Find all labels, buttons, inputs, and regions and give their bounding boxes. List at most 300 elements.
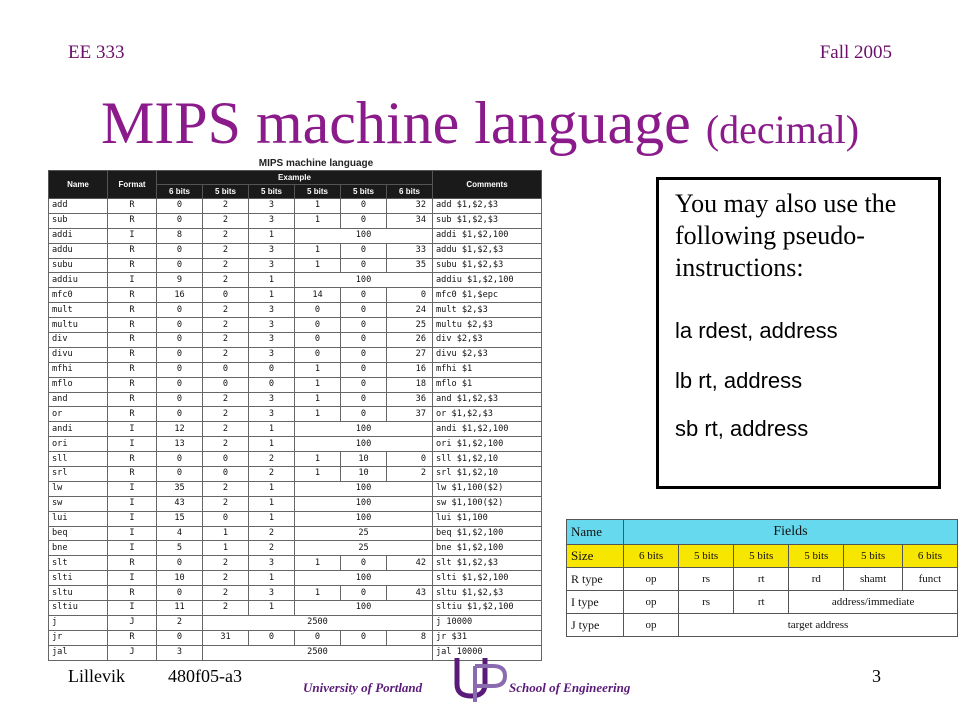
mips-cell: 3 [249,333,295,348]
course-label: EE 333 [68,42,125,63]
size-cell: 6 bits [624,545,679,568]
mips-row [49,288,542,303]
pseudo-instructions-box [656,177,941,489]
mips-cell: 1 [295,586,341,601]
mips-cell: 43 [157,496,203,511]
mips-cell: 0 [295,630,341,645]
mips-cell: 2 [203,333,249,348]
mips-row [49,496,542,511]
mips-cell: R [108,213,157,228]
mips-cell: 1 [295,392,341,407]
mips-cell: 3 [249,213,295,228]
mips-cell: 14 [295,288,341,303]
mips-cell: add $1,$2,$3 [433,199,542,214]
pseudo-instruction-lb: lb rt, address [675,368,803,393]
mips-cell: R [108,258,157,273]
mips-cell: sub [49,213,108,228]
mips-cell: 2 [203,437,249,452]
itype-field: rs [679,591,734,614]
mips-cell: 31 [203,630,249,645]
mips-cell: R [108,467,157,482]
mips-row [49,541,542,556]
mips-cell: 0 [157,452,203,467]
footer-file-id: 480f05-a3 [168,666,242,686]
mips-cell: 0 [203,362,249,377]
rtype-label: R type [567,568,624,591]
mips-cell: 2 [203,496,249,511]
mips-cell: 3 [249,556,295,571]
mips-cell: 0 [387,288,433,303]
mips-cell: 1 [249,228,295,243]
mips-cell: 25 [295,541,433,556]
mips-cell: 1 [249,422,295,437]
mips-cell: R [108,303,157,318]
bits-header: 5 bits [203,185,249,199]
mips-row [49,467,542,482]
size-cell: 5 bits [734,545,789,568]
mips-cell: 2 [203,601,249,616]
mips-cell: 34 [387,213,433,228]
mips-cell: 27 [387,347,433,362]
mips-cell: 0 [341,303,387,318]
mips-row [49,318,542,333]
mips-cell: 3 [249,243,295,258]
mips-cell: 35 [157,481,203,496]
size-cell: 5 bits [679,545,734,568]
mips-cell: 0 [157,362,203,377]
mips-cell: 100 [295,571,433,586]
mips-row [49,407,542,422]
mips-cell: addu $1,$2,$3 [433,243,542,258]
mips-cell: 0 [295,303,341,318]
mips-cell: beq [49,526,108,541]
mips-cell: lw $1,100($2) [433,481,542,496]
mips-cell: sll $1,$2,10 [433,452,542,467]
fields-header-row [567,520,958,545]
bits-header: 6 bits [157,185,203,199]
mips-row [49,452,542,467]
mips-cell: 0 [249,630,295,645]
mips-cell: 1 [249,601,295,616]
mips-cell: 0 [157,392,203,407]
itype-field: address/immediate [789,591,958,614]
mips-cell: 1 [203,526,249,541]
mips-row [49,377,542,392]
mips-cell: 2 [249,452,295,467]
slide-title [0,86,960,167]
size-cell: 5 bits [789,545,844,568]
rtype-field: rs [679,568,734,591]
mips-cell: 1 [295,377,341,392]
mips-cell: 36 [387,392,433,407]
mips-cell: 1 [295,452,341,467]
mips-cell: 1 [203,541,249,556]
mips-row [49,273,542,288]
mips-cell: sltu [49,586,108,601]
rtype-field: rd [789,568,844,591]
mips-cell: addi [49,228,108,243]
mips-table [48,170,542,661]
mips-cell: 1 [295,467,341,482]
mips-cell: srl $1,$2,10 [433,467,542,482]
up-monogram-icon [451,654,509,704]
mips-cell: 32 [387,199,433,214]
mips-cell: sltu $1,$2,$3 [433,586,542,601]
mips-row [49,347,542,362]
mips-cell: 43 [387,586,433,601]
mips-cell: 0 [157,556,203,571]
mips-cell: 2 [203,422,249,437]
mips-cell: 2 [249,467,295,482]
mips-cell: slt $1,$2,$3 [433,556,542,571]
mips-cell: 10 [157,571,203,586]
mips-cell: add [49,199,108,214]
mips-cell: addiu [49,273,108,288]
mips-cell: 2 [203,213,249,228]
bits-header: 5 bits [249,185,295,199]
mips-cell: 0 [341,347,387,362]
mips-cell: 15 [157,511,203,526]
mips-cell: mult $2,$3 [433,303,542,318]
mips-row [49,333,542,348]
mips-row [49,481,542,496]
mips-cell: I [108,437,157,452]
mips-cell: addi $1,$2,100 [433,228,542,243]
mips-cell: 0 [341,258,387,273]
mips-cell: srl [49,467,108,482]
itype-field: op [624,591,679,614]
logo-school-text: School of Engineering [509,680,631,695]
mips-cell: R [108,377,157,392]
mips-cell: I [108,496,157,511]
mips-cell: 2 [203,586,249,601]
mips-cell: 0 [157,243,203,258]
mips-row [49,511,542,526]
mips-row [49,556,542,571]
mips-cell: I [108,571,157,586]
itype-row [567,591,958,614]
mips-cell: R [108,288,157,303]
pseudo-intro: You may also use the following pseudo-instructions: [675,189,897,282]
mips-cell: 0 [341,318,387,333]
mips-cell: div $2,$3 [433,333,542,348]
mips-cell: 2 [203,199,249,214]
mips-cell: 0 [203,288,249,303]
mips-cell: 0 [157,407,203,422]
col-comments-header: Comments [433,171,542,199]
mips-cell: 0 [341,377,387,392]
mips-cell: 0 [341,199,387,214]
mips-cell: R [108,407,157,422]
mips-cell: 2 [203,303,249,318]
mips-cell: sltiu $1,$2,100 [433,601,542,616]
mips-cell: R [108,199,157,214]
size-cell: 6 bits [902,545,957,568]
mips-cell: 1 [249,481,295,496]
mips-cell: I [108,511,157,526]
mips-cell: ori [49,437,108,452]
mips-cell: 2 [203,243,249,258]
mips-cell: beq $1,$2,100 [433,526,542,541]
mips-row [49,601,542,616]
mips-cell: 0 [341,392,387,407]
jtype-label: J type [567,614,624,637]
mips-cell: sw [49,496,108,511]
mips-cell: I [108,601,157,616]
mips-cell: I [108,526,157,541]
mips-cell: 100 [295,437,433,452]
mips-cell: 3 [249,199,295,214]
mips-cell: 0 [203,467,249,482]
mips-cell: lw [49,481,108,496]
mips-cell: 2 [203,571,249,586]
mips-row [49,243,542,258]
pseudo-instruction-sb: sb rt, address [675,416,809,441]
mips-cell: bne $1,$2,100 [433,541,542,556]
mips-cell: 0 [249,377,295,392]
mips-cell: 100 [295,511,433,526]
mips-cell: 42 [387,556,433,571]
mips-cell: 5 [157,541,203,556]
mips-cell: 25 [387,318,433,333]
mips-cell: and $1,$2,$3 [433,392,542,407]
fields-label: Fields [624,520,958,545]
mips-cell: 3 [249,318,295,333]
mips-cell: 0 [203,511,249,526]
mips-cell: 16 [387,362,433,377]
mips-cell: 0 [341,213,387,228]
mips-cell: mfhi $1 [433,362,542,377]
mips-cell: mfc0 [49,288,108,303]
mips-cell: 2 [157,615,203,630]
mips-cell: multu $2,$3 [433,318,542,333]
mips-cell: 2 [203,407,249,422]
fields-name-label: Name [567,520,624,545]
mips-cell: 1 [249,273,295,288]
mips-cell: 0 [157,377,203,392]
mips-cell: divu [49,347,108,362]
mips-cell: bne [49,541,108,556]
mips-cell: lui [49,511,108,526]
mips-cell: 1 [249,571,295,586]
mips-cell: 2 [203,556,249,571]
mips-cell: 0 [157,318,203,333]
mips-cell: 8 [157,228,203,243]
jtype-row [567,614,958,637]
mips-cell: j 10000 [433,615,542,630]
mips-cell: subu $1,$2,$3 [433,258,542,273]
mips-row [49,630,542,645]
mips-cell: 2 [203,273,249,288]
mips-cell: mfc0 $1,$epc [433,288,542,303]
pseudo-instruction-la: la rdest, address [675,318,838,343]
mips-cell: R [108,347,157,362]
rtype-field: rt [734,568,789,591]
bits-header: 5 bits [295,185,341,199]
mips-cell: mfhi [49,362,108,377]
mips-cell: 1 [249,288,295,303]
mips-cell: jal 10000 [433,645,542,660]
mips-row [49,362,542,377]
mips-cell: 0 [157,586,203,601]
mips-cell: 100 [295,481,433,496]
mips-cell: sll [49,452,108,467]
mips-cell: 2 [203,258,249,273]
university-logo [303,654,643,704]
mips-cell: 16 [157,288,203,303]
mips-row [49,615,542,630]
mips-cell: 2 [203,481,249,496]
mips-cell: 0 [341,556,387,571]
mips-cell: mflo [49,377,108,392]
mips-cell: addiu $1,$2,100 [433,273,542,288]
mips-cell: lui $1,100 [433,511,542,526]
mips-cell: or $1,$2,$3 [433,407,542,422]
mips-cell: 0 [157,199,203,214]
mips-cell: j [49,615,108,630]
mips-cell: 0 [157,467,203,482]
rtype-row [567,568,958,591]
mips-cell: 100 [295,496,433,511]
bits-header: 5 bits [341,185,387,199]
mips-cell: 0 [341,586,387,601]
mips-cell: R [108,586,157,601]
mips-cell: 10 [341,452,387,467]
rtype-field: funct [902,568,957,591]
mips-cell: or [49,407,108,422]
mips-row [49,258,542,273]
col-name-header: Name [49,171,108,199]
col-example-header: Example [157,171,433,185]
mips-cell: I [108,541,157,556]
mips-cell: slti [49,571,108,586]
mips-cell: R [108,318,157,333]
mips-row [49,526,542,541]
mips-cell: 1 [249,496,295,511]
mips-row [49,586,542,601]
bits-header: 6 bits [387,185,433,199]
mips-cell: sw $1,100($2) [433,496,542,511]
mips-cell: jr [49,630,108,645]
mips-cell: 100 [295,273,433,288]
mips-row [49,422,542,437]
mips-cell: I [108,481,157,496]
mips-cell: 2 [387,467,433,482]
mips-row [49,437,542,452]
mips-cell: 2 [203,318,249,333]
mips-cell: 0 [295,333,341,348]
mips-row [49,392,542,407]
mips-cell: 2 [249,526,295,541]
mips-cell: jr $31 [433,630,542,645]
mips-cell: 10 [341,467,387,482]
mips-cell: 100 [295,228,433,243]
mips-cell: 0 [341,630,387,645]
rtype-field: op [624,568,679,591]
mips-cell: 0 [157,303,203,318]
mips-cell: 12 [157,422,203,437]
mips-cell: 3 [249,407,295,422]
logo-university-text: University of Portland [303,680,423,695]
mips-row [49,571,542,586]
footer-author: Lillevik [68,666,125,686]
mips-cell: 3 [157,645,203,660]
mips-cell: 1 [249,511,295,526]
jtype-field: op [624,614,679,637]
mips-cell: R [108,452,157,467]
jtype-field: target address [679,614,958,637]
term-label: Fall 2005 [819,42,892,63]
mips-cell: R [108,556,157,571]
col-format-header: Format [108,171,157,199]
mips-row [49,199,542,214]
mips-cell: 9 [157,273,203,288]
mips-cell: 100 [295,422,433,437]
mips-cell: and [49,392,108,407]
mips-cell: 8 [387,630,433,645]
mips-cell: 1 [295,556,341,571]
mips-cell: 0 [157,213,203,228]
rtype-field: shamt [844,568,903,591]
mips-row [49,303,542,318]
mips-cell: 37 [387,407,433,422]
mips-cell: 0 [157,258,203,273]
mips-cell: 2500 [203,645,433,660]
mips-cell: andi $1,$2,100 [433,422,542,437]
mips-cell: 1 [295,362,341,377]
mips-cell: 3 [249,392,295,407]
mips-cell: J [108,615,157,630]
itype-field: rt [734,591,789,614]
mips-cell: multu [49,318,108,333]
mips-cell: 2 [203,228,249,243]
mips-cell: slti $1,$2,100 [433,571,542,586]
mips-cell: mflo $1 [433,377,542,392]
mips-cell: 0 [341,288,387,303]
mips-cell: 3 [249,586,295,601]
mips-cell: 2 [203,392,249,407]
mips-cell: R [108,362,157,377]
mips-cell: 1 [295,407,341,422]
mips-cell: 0 [249,362,295,377]
scan-title: MIPS machine language [258,158,374,169]
mips-cell: 3 [249,258,295,273]
mips-cell: sltiu [49,601,108,616]
mips-cell: 0 [295,318,341,333]
mips-cell: 1 [249,437,295,452]
mips-cell: J [108,645,157,660]
mips-cell: 1 [295,199,341,214]
mips-cell: 1 [295,243,341,258]
mips-cell: 26 [387,333,433,348]
mips-row [49,213,542,228]
size-cell: 5 bits [844,545,903,568]
mips-cell: I [108,228,157,243]
mips-cell: slt [49,556,108,571]
mips-cell: ori $1,$2,100 [433,437,542,452]
mips-instruction-table [46,158,560,658]
mips-cell: 2 [203,347,249,362]
fields-size-row [567,545,958,568]
mips-cell: mult [49,303,108,318]
mips-cell: 0 [341,407,387,422]
mips-cell: 0 [295,347,341,362]
mips-cell: 0 [157,630,203,645]
mips-cell: jal [49,645,108,660]
mips-cell: 0 [387,452,433,467]
mips-cell: I [108,422,157,437]
mips-cell: 4 [157,526,203,541]
